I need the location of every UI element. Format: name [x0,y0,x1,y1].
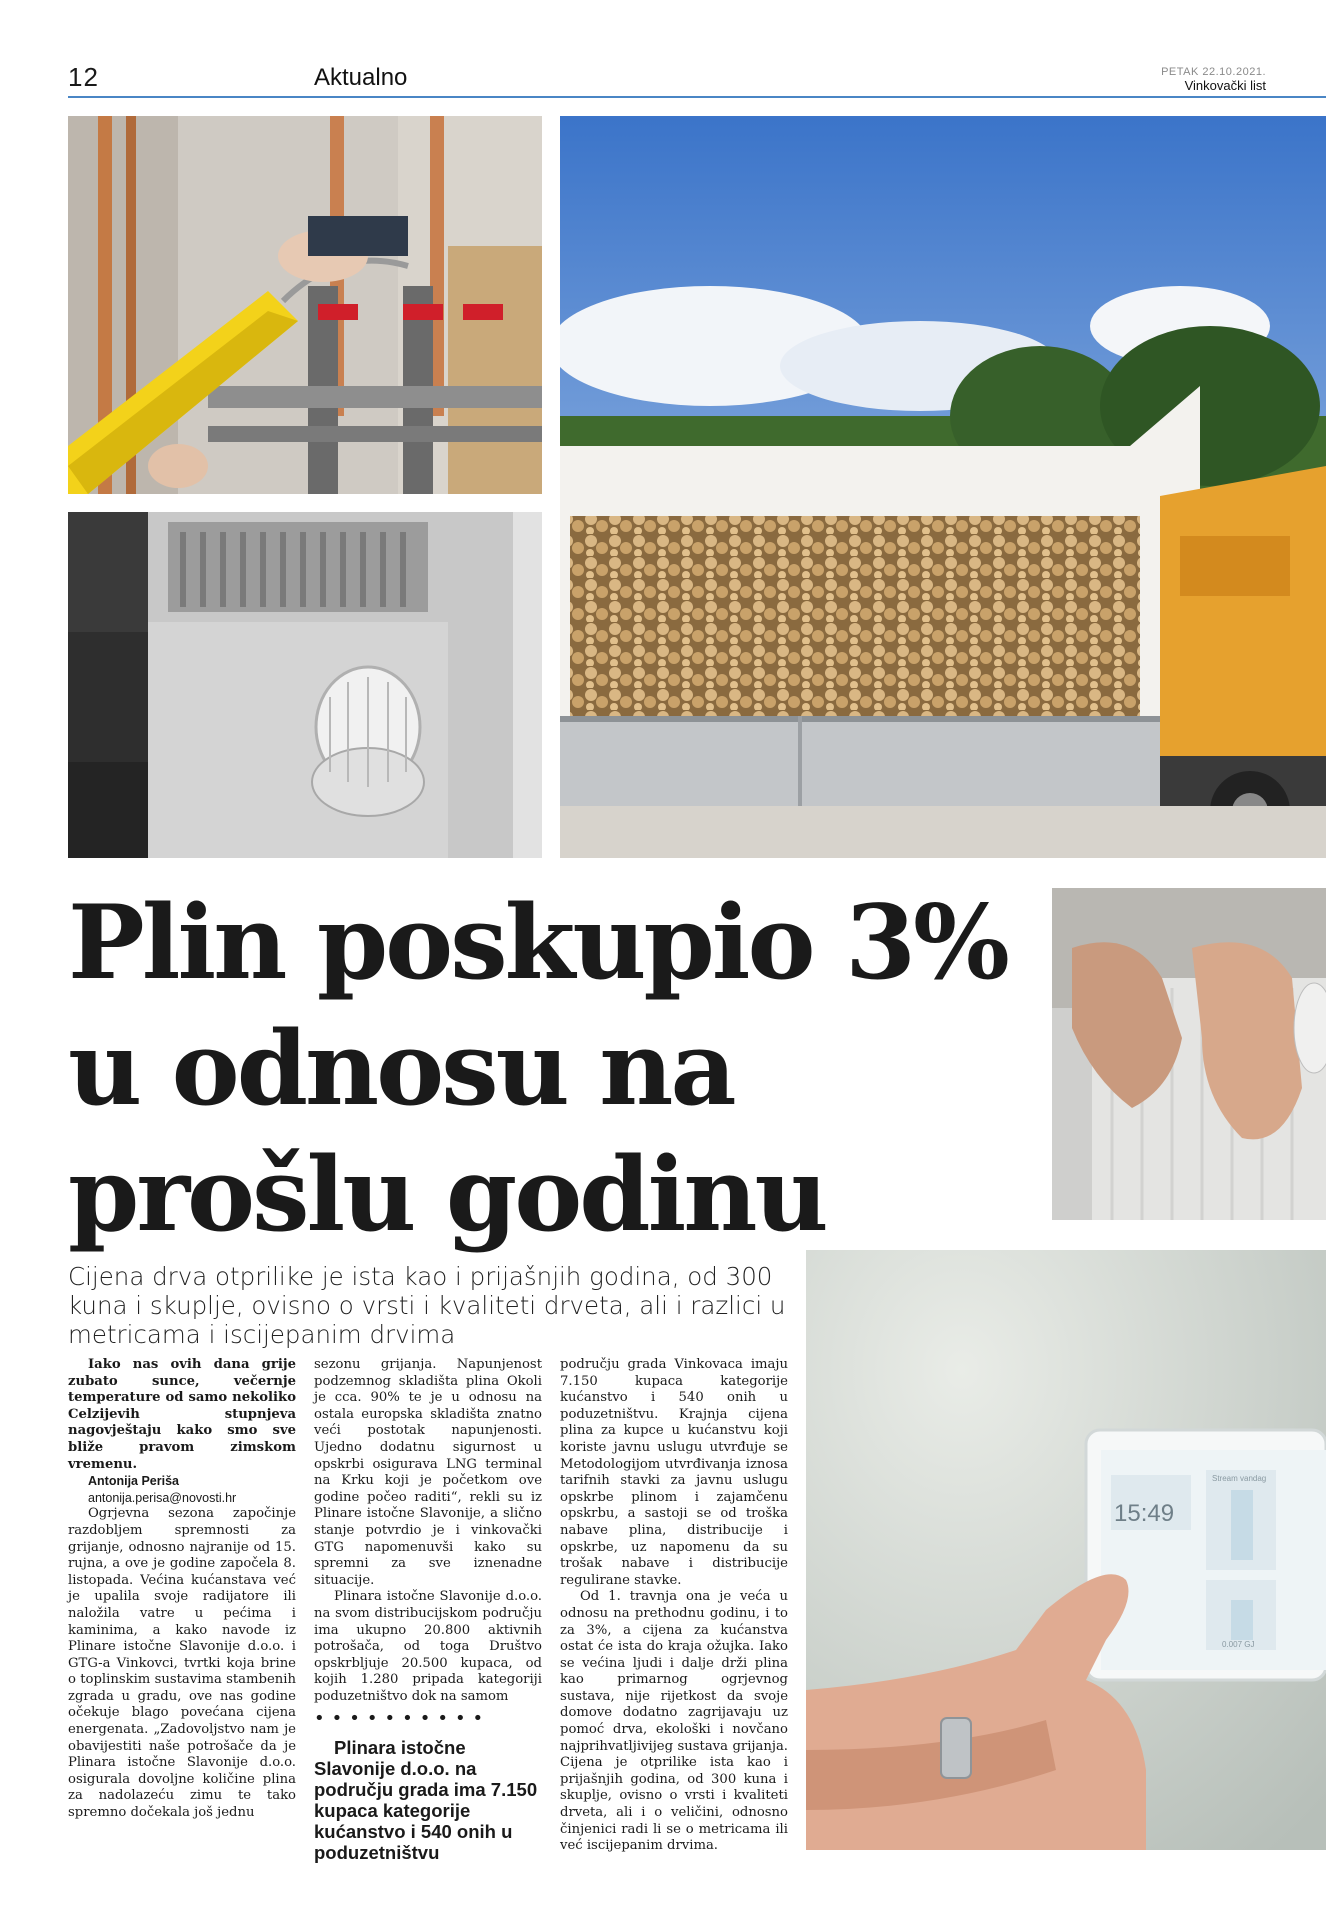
photo-gas-leak-detector [68,116,542,494]
issue-date: PETAK 22.10.2021. [1161,66,1266,78]
pullquote-divider: •••••••••• [314,1708,491,1730]
article-paragraph: Plinara istočne Slavonije d.o.o. na svom distribucijskom području ima ukupno 20.800 aktivnih potrošača, od toga Društvo opskrbljuje 20.500 kupaca, od kojih 1.280 pripada kategoriji poduzetništvo dok na samom [314,1589,542,1704]
article-paragraph: području grada Vinkovaca imaju 7.150 kupaca kategorije kućanstvo i 540 onih u poduzetništvu. Krajnja cijena plina za kupce u kućanstvu koji koriste javnu uslugu utvrđuje se Metodologijom utvrđivanja iznosa tarifnih stavki za javnu uslugu opskrbe plinom i zajamčenu opskrbu, a sastoji se od troška nabave plina, distribucije i opskrbe, uz napomenu da su trošak nabave i distribucije regulirane stavke. [560,1357,788,1588]
photo-firewood-truck [560,116,1326,858]
article-paragraph: Od 1. travnja ona je veća u odnosu na prethodnu godinu, i to za 3%, a cijena za kućanstva ostat će ista do kraja ožujka. Iako se većina ljudi i dalje drži plina kao primarnog ogrjevnog sustava, nije rijetkost da svoje domove dodatno zagrijavaju uz pomoć drva, ekološki i novčano najprihvatljivijeg sustava grijanja. Cijena je otprilike ista kao i prijašnjih godina, od 300 kuna i skuplje, ovisno o vrsti i kvaliteti drveta, ali i o veličini, odnosno činjenici radi li se o metricama ili već iscijepanim drvima. [560,1589,788,1854]
article-paragraph: Ogrjevna sezona započinje razdobljem spremnosti za grijanje, odnosno najranije od 15. rujna, a ove je godine započela 8. listopada. Većina kućanstava već je upalila svoje radijatore ili naložila vatre u pećima i kaminima, a kako navode iz Plinare istočne Slavonije d.o.o. i GTG-a Vinkovci, tvrtki koja brine o toplinskim sustavima stambenih zgrada u gradu, ove nas godine očekuje blago povećana cijena energenata. „Zadovoljstvo nam je obavijestiti naše potrošače da je Plinara istočne Slavonije d.o.o. osigurala dovoljne količine plina za nadolazeću zimu te tako spremno dočekala još jednu [68,1506,296,1821]
author-name: Antonija Periša [88,1474,179,1489]
header-rule [68,96,1326,98]
headline: Plin poskupio 3% u odnosu na prošlu godinu [68,883,1007,1255]
article-paragraph: sezonu grijanja. Napunjenost podzemnog skladišta plina Okoli je cca. 90% te je u odnosu na ostala europska skladišta znatno veći postotak napunjenosti. Ujedno dodatnu sigurnost u opskrbi osigurava LNG terminal na Krku koji je početkom ove godine počeo raditi“, rekli su iz Plinare istočne Slavonije, a slično stanje potvrdio je i vinkovački GTG napomenuvši kako su spremni za sve iznenadne situacije. [314,1357,542,1588]
thermostat-stream-label: Stream vandag [1212,1474,1267,1483]
article-lead: Iako nas ovih dana grije zubato sunce, večernje temperature od samo nekoliko Celzijevih stupnjeva nagovještaju kako smo sve bliže pravom zimskom vremenu. [68,1357,296,1472]
article-column-2 [314,1357,542,1863]
thermostat-time: 15:49 [1114,1500,1175,1527]
publication-name: Vinkovački list [1184,78,1266,93]
pullquote: Plinara istočne Slavonije d.o.o. na području grada ima 7.150 kupaca kategorije kućanstvo i 540 onih u poduzetništvu [314,1737,538,1864]
masthead [1161,66,1266,93]
section-title: Aktualno [314,64,408,91]
photo-radiator-valve [68,512,542,858]
photo-hands-radiator [1052,888,1326,1220]
article-column-1 [68,1357,296,1822]
article-column-3 [560,1357,788,1855]
subheadline: Cijena drva otprilike je ista kao i prijašnjih godina, od 300 kuna i skuplje, ovisno o vrsti i kvaliteti drveta, ali i razlici u metricama i iscijepanim drvima [68,1262,786,1349]
thermostat-reading: 0.007 GJ [1222,1640,1255,1649]
author-email: antonija.perisa@novosti.hr [88,1490,237,1505]
page-number: 12 [68,62,99,92]
photo-smart-thermostat [806,1250,1326,1850]
